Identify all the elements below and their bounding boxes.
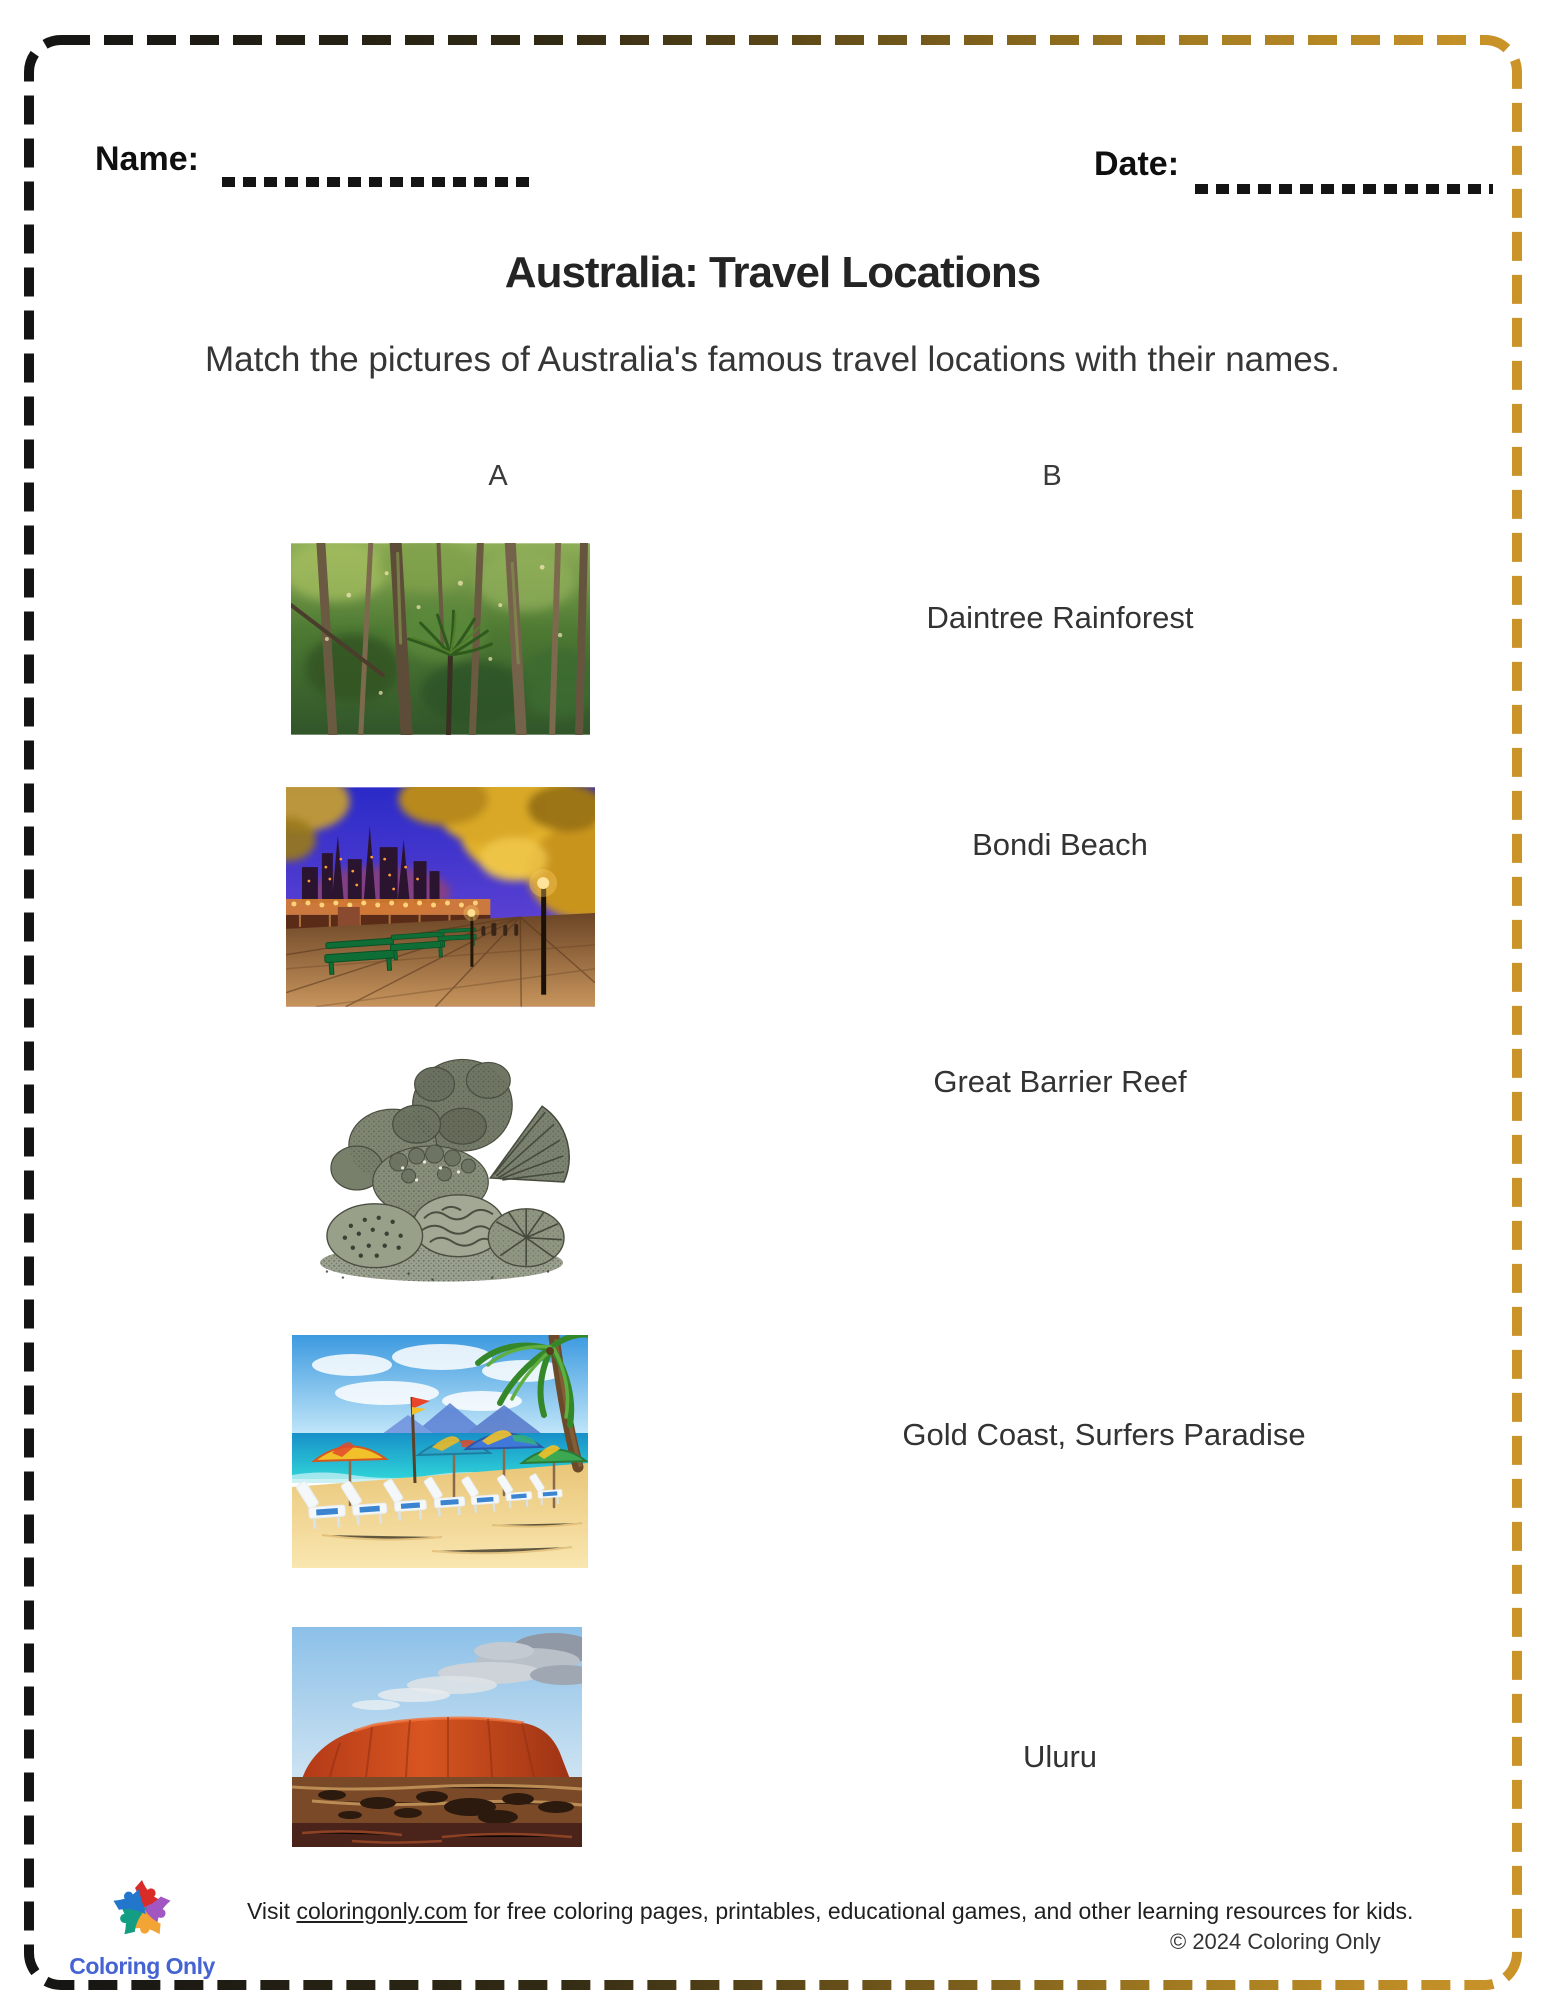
uluru-sunset-photo — [292, 1627, 582, 1847]
match-label-bondi-beach: Bondi Beach — [972, 827, 1148, 862]
coloringonly-link[interactable]: coloringonly.com — [296, 1898, 468, 1924]
beach-umbrellas-photo — [292, 1335, 588, 1568]
match-label-gold-coast: Gold Coast, Surfers Paradise — [902, 1417, 1306, 1452]
coral-reef-engraving — [313, 1050, 570, 1287]
footer-note-after: for free coloring pages, printables, educational games, and other learning resources for kids. — [467, 1898, 1414, 1924]
name-write-line — [222, 177, 532, 187]
coloring-only-logo-icon — [87, 1874, 197, 1946]
match-label-uluru: Uluru — [1022, 1739, 1098, 1774]
coloring-only-logo-text: Coloring Only — [69, 1953, 215, 1979]
match-label-daintree-rainforest: Daintree Rainforest — [926, 600, 1194, 635]
footer-note-before: Visit — [247, 1898, 297, 1924]
instructions-text: Match the pictures of Australia's famous travel locations with their names. — [205, 340, 1340, 379]
date-write-line — [1195, 184, 1493, 194]
city-night-street-photo — [286, 787, 595, 1007]
column-a-header: A — [488, 460, 508, 492]
date-label: Date: — [1094, 145, 1180, 183]
footer-note — [247, 1893, 1437, 1930]
column-b-header: B — [1042, 460, 1062, 492]
page-title: Australia: Travel Locations — [504, 248, 1041, 297]
daintree-rainforest-photo — [291, 543, 590, 735]
name-label: Name: — [95, 140, 199, 178]
copyright-text: © 2024 Coloring Only — [1170, 1929, 1381, 1954]
coloring-only-logo — [68, 1874, 216, 1980]
match-label-great-barrier-reef: Great Barrier Reef — [933, 1064, 1187, 1099]
